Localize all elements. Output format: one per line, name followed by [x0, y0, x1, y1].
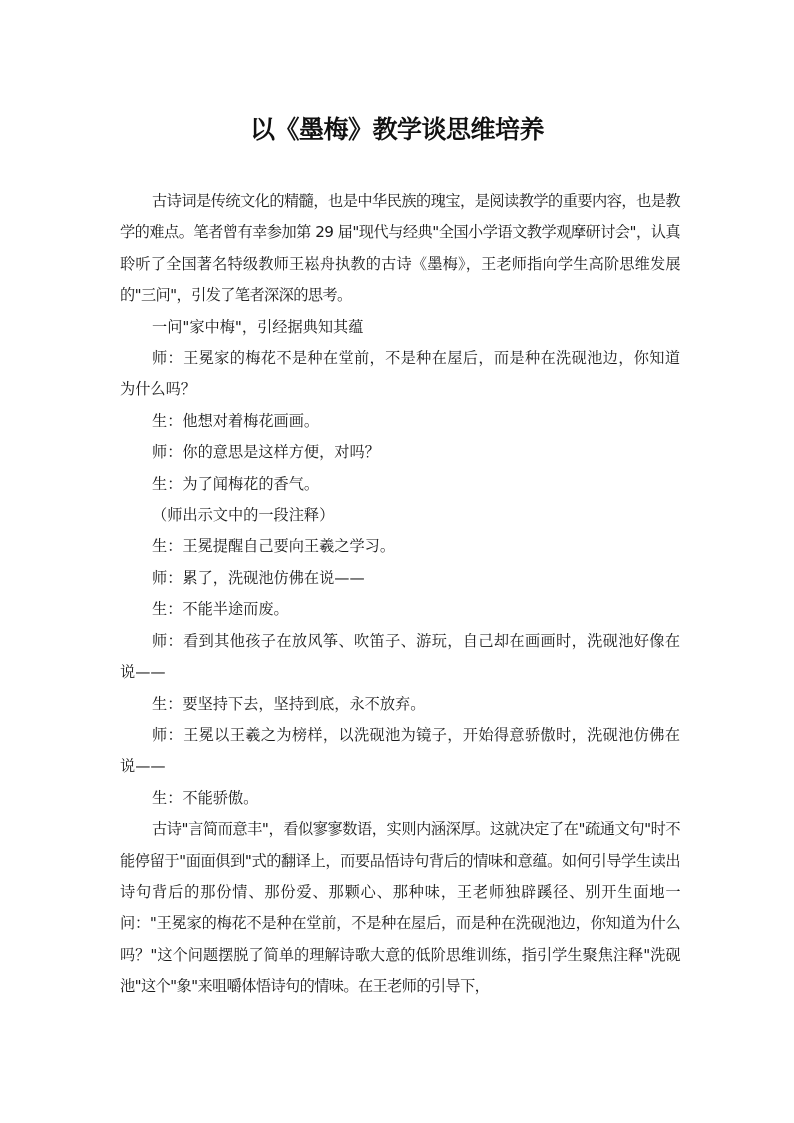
- dialogue-line: 师：王冕家的梅花不是种在堂前，不是种在屋后，而是种在洗砚池边，你知道为什么吗？: [120, 349, 680, 399]
- dialogue-line: 生：不能骄傲。: [152, 788, 259, 807]
- dialogue-line: 师：累了，洗砚池仿佛在说——: [152, 568, 365, 587]
- stage-note: （师出示文中的一段注释）: [152, 506, 335, 525]
- paragraph-intro: 古诗词是传统文化的精髓，也是中华民族的瑰宝，是阅读教学的重要内容，也是教学的难点。笔者曾有幸参加第 29 届"现代与经典"全国小学语文教学观摩研讨会"，认真聆听了全国著名特级教师王崧舟执教的古诗《墨梅》，王老师指向学生高阶思维发展的"三问"，引发了笔者深深的思考。: [120, 192, 680, 305]
- dialogue-line: 师：王冕以王羲之为榜样，以洗砚池为镜子，开始得意骄傲时，洗砚池仿佛在说——: [120, 725, 680, 776]
- dialogue-line: 生：不能半途而废。: [152, 600, 289, 619]
- dialogue-line: 生：王冕提醒自己要向王羲之学习。: [152, 537, 395, 556]
- document-title: 以《墨梅》教学谈思维培养: [249, 115, 544, 144]
- dialogue-line: 生：要坚持下去，坚持到底，永不放弃。: [152, 694, 426, 713]
- dialogue-line: 师：你的意思是这样方便，对吗？: [152, 443, 380, 462]
- dialogue-line: 师：看到其他孩子在放风筝、吹笛子、游玩，自己却在画画时，洗砚池好像在说——: [120, 631, 680, 682]
- dialogue-line: 生：他想对着梅花画画。: [152, 411, 320, 430]
- document-body: [120, 186, 680, 1003]
- paragraph-analysis: 古诗"言简而意丰"，看似寥寥数语，实则内涵深厚。这就决定了在"疏通文句"时不能停留于"面面俱到"式的翻译上，而要品悟诗句背后的情味和意蕴。如何引导学生读出诗句背后的那份情、那份爱、那颗心、那种味，王老师独辟蹊径、别开生面地一问："王冕家的梅花不是种在堂前，不是种在屋后，而是种在洗砚池边，你知道为什么吗？"这个问题摆脱了简单的理解诗歌大意的低阶思维训练，指引学生聚焦注释"洗砚池"这个"象"来咀嚼体悟诗句的情味。在王老师的引导下，: [120, 820, 680, 996]
- dialogue-line: 生：为了闻梅花的香气。: [152, 474, 320, 493]
- section-heading: 一问"家中梅"，引经据典知其蕴: [152, 317, 364, 336]
